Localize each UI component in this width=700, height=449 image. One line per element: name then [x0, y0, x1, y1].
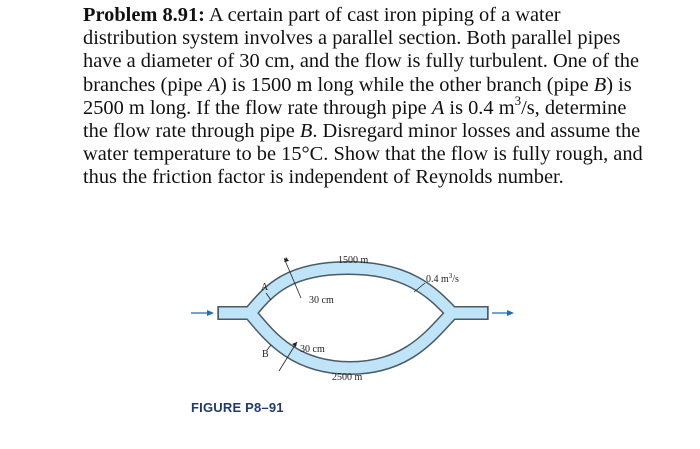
- problem-text-segment: ) is 1500 m long while the other branch (pipe: [220, 73, 594, 96]
- exponent: 3: [514, 93, 522, 109]
- problem-text-segment: is 0.4 m: [444, 96, 515, 119]
- length-b-label: 2500 m: [332, 372, 363, 383]
- pipe-b: [250, 313, 452, 368]
- problem-text-segment: /s, determine the flow rate through pipe: [83, 96, 627, 143]
- flow-rate-unit: /s: [452, 274, 459, 285]
- pipe-b-ref: B: [593, 73, 607, 96]
- problem-text-segment: A certain part of cast iron piping of a water distribution system involves a parallel section. Both parallel pipes have a diameter of 30 cm, and the flow is fully turbulent. One of the branches (pipe: [83, 4, 640, 96]
- figure-caption: FIGURE P8–91: [191, 400, 284, 415]
- problem-text-segment: ) is 2500 m long. If the flow rate through pipe: [83, 73, 632, 119]
- diam-b-label: 30 cm: [300, 344, 325, 355]
- flow-rate-exp: 3: [448, 272, 453, 280]
- diam-a-label: 30 cm: [309, 295, 334, 306]
- flow-rate-label: [426, 272, 459, 285]
- pipe-a-ref: A: [431, 96, 445, 119]
- pipe-b-label: B: [262, 349, 269, 360]
- length-a-label: 1500 m: [338, 255, 369, 266]
- flow-rate-value: 0.4 m: [426, 274, 449, 285]
- pipe-b-ref: B: [299, 120, 313, 143]
- inlet-arrow-head: [207, 310, 214, 316]
- outlet-arrow-head: [507, 310, 514, 316]
- problem-heading: Problem 8.91:: [83, 4, 205, 26]
- pipe-a-ref: A: [207, 73, 221, 96]
- problem-text-segment: . Disregard minor losses and assume the water temperature to be 15°C. Show that the flow is fully rough, and thus the friction factor is independent of Reynolds number.: [83, 120, 643, 189]
- pipe-a-label: A: [261, 282, 269, 293]
